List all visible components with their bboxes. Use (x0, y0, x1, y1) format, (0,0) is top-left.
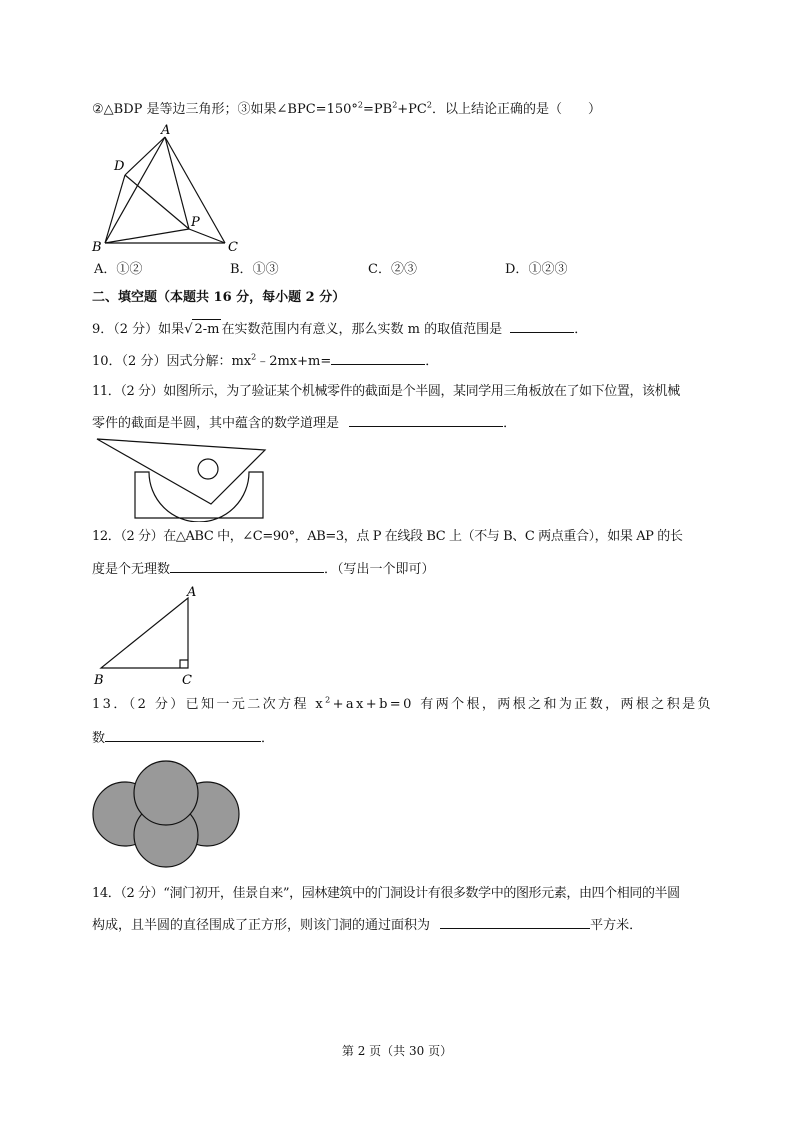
edge-DP (125, 175, 189, 229)
q10-answer-blank[interactable] (331, 350, 425, 365)
q13-line1a: 13．（2 分）已知一元二次方程 x (92, 697, 326, 712)
q13-end: ． (261, 731, 275, 746)
q10-sup: 2 (251, 352, 257, 362)
edge-AB (105, 137, 165, 243)
right-angle-mark (180, 660, 188, 668)
q13-line2 (92, 727, 274, 749)
q13-sup: 2 (325, 695, 333, 705)
q8-option-d[interactable] (505, 258, 567, 277)
option-letter: B． (230, 262, 253, 277)
q8-part8: ．以上结论正确的是（ ） (431, 102, 601, 117)
sqrt-sign-icon: √ (184, 322, 193, 337)
q8-option-a[interactable] (94, 258, 142, 277)
q11-answer-blank[interactable] (349, 412, 503, 427)
option-letter: D． (505, 262, 529, 277)
edge-DA (125, 137, 165, 175)
section-heading: 二、填空题（本题共 16 分，每小题 2 分） (92, 290, 346, 305)
q14-line2a: 构成，且半圆的直径围成了正方形，则该门洞的通过面积为 (92, 918, 431, 933)
q9-answer-blank[interactable] (510, 318, 574, 333)
q8-option-c[interactable] (368, 258, 417, 277)
q8-part1: △BDP 是等边三角形； (103, 102, 238, 117)
q14-answer-blank[interactable] (440, 914, 590, 929)
label-B: B (92, 240, 102, 254)
label-D: D (114, 159, 125, 174)
ruler-hole (198, 459, 218, 479)
q8-option-b[interactable] (230, 258, 279, 277)
q9-text: 在实数范围内有意义，那么实数 m 的取值范围是 (221, 322, 503, 337)
q12-line1: 12．（2 分）在△ABC 中，∠C=90°，AB=3，点 P 在线段 BC 上（不与 B、C 两点重合），如果 AP 的长 (92, 529, 683, 544)
q12-line2 (92, 558, 435, 580)
label-A: A (187, 585, 197, 600)
q13-line1b: +ax+b=0 有两个根，两根之和为正数，两根之积是负 (332, 697, 713, 712)
q11-line2-text: 零件的截面是半圆，其中蕴含的数学道理是 (92, 416, 340, 431)
option-text: ①③ (252, 262, 279, 277)
edge-DB (105, 175, 125, 243)
q8-figure (85, 122, 245, 254)
triangle-abc (101, 598, 188, 668)
label-B: B (94, 673, 104, 688)
q8-part3: 2 (357, 100, 363, 110)
option-text: ②③ (390, 262, 417, 277)
q13-line1 (92, 695, 713, 715)
q9 (92, 318, 587, 340)
q10-num: 10．（2 分）因式分解：mx (92, 354, 252, 369)
label-P: P (191, 215, 200, 230)
option-letter: A． (94, 262, 117, 277)
q9-num: 9．（2 分）如果 (92, 322, 185, 337)
q14-line2b: 平方米． (590, 918, 643, 933)
q12-figure (90, 582, 205, 690)
circled-3: ③ (237, 102, 251, 117)
edge-CP (189, 229, 225, 243)
option-letter: C． (368, 262, 391, 277)
q11-figure (95, 436, 270, 522)
q14-line2 (92, 914, 642, 936)
q14-line1: 14．（2 分）“洞门初开，佳景自来”，园林建筑中的门洞设计有很多数学中的图形元素，由四个相同的半圆 (92, 886, 680, 901)
label-A: A (161, 123, 171, 138)
q8-part4: =PB (362, 102, 393, 117)
q8-statement (92, 100, 601, 120)
q8-part2: 如果∠BPC=150° (250, 102, 358, 117)
edge-AP (165, 137, 189, 229)
option-text: ①② (116, 262, 143, 277)
q11-line1: 11．（2 分）如图所示，为了验证某个机械零件的截面是个半圆，某同学用三角板放在了如下位置，该机械 (92, 384, 680, 399)
q12-answer-blank[interactable] (170, 558, 324, 573)
q13-answer-blank[interactable] (105, 727, 261, 742)
q8-part6: +PC (397, 102, 427, 117)
q14-figure (88, 753, 248, 873)
q9-end: ． (574, 322, 588, 337)
edge-BP (105, 229, 189, 243)
page-footer: 第 2 页（共 30 页） (341, 1044, 453, 1058)
q12-line2b: ．（写出一个即可） (324, 562, 435, 577)
label-C: C (228, 240, 238, 254)
q10-text: ﹣2mx+m= (256, 354, 332, 369)
q9-radicand: 2-m (192, 319, 221, 340)
q8-part5: 2 (392, 100, 398, 110)
q10 (92, 350, 438, 372)
q10-end: ． (425, 354, 439, 369)
q11-line2 (92, 412, 516, 434)
q8-part7: 2 (426, 100, 432, 110)
triangle-ruler (97, 439, 265, 504)
option-text: ①②③ (528, 262, 568, 277)
q12-line2a: 度是个无理数 (92, 562, 171, 577)
q13-line2-text: 数 (92, 731, 106, 746)
circle-top (134, 761, 198, 825)
circled-2: ② (92, 102, 104, 117)
label-C: C (182, 673, 192, 688)
q11-end: ． (503, 416, 517, 431)
